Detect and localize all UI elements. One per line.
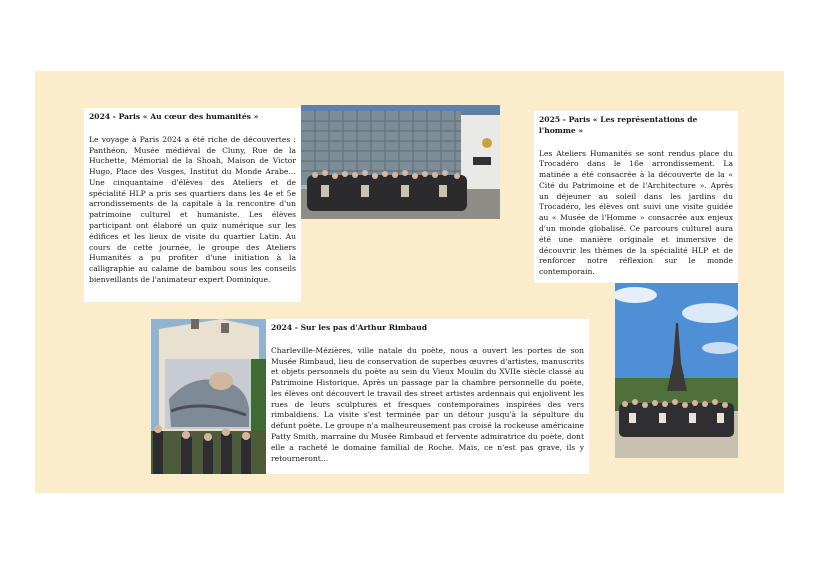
- article-body: Le voyage à Paris 2024 a été riche de découvertes : Panthéon, Musée médiéval de Cluny, Rue de la Huchette, Mémorial de la Shoah, Maison de Victor Hugo, Place des Vosges, Institut du Monde Arabe… Une cinquantaine d'élèves des Ateliers et de spécialité HLP a pris ses quartiers dans les 4e et 5e arrondissements de la capitale à la rencontre d'un patrimoine culturel et humaniste. Les élèves participant ont élaboré un quiz numérique sur les édifices et les lieux de visite du quartier Latin. Au cours de cette journée, le groupe des Ateliers Humanités a pu profiter d'une initiation à la calligraphie au calame de bambou sous les conseils bienveillants de l'animateur expert Dominique.: [89, 134, 296, 284]
- photo-rimbaud-mural: [151, 319, 266, 474]
- article-title: 2024 - Sur les pas d'Arthur Rimbaud: [271, 323, 428, 332]
- photo-eiffel-tower-group: [615, 283, 738, 458]
- article-title: 2025 - Paris « Les représentations de l'homme »: [539, 115, 698, 135]
- article-title: 2024 - Paris « Au cœur des humanités »: [89, 112, 259, 121]
- article-card-paris-2025: [534, 111, 738, 283]
- photo-institut-monde-arabe: [301, 105, 500, 219]
- article-card-paris-2024: [84, 108, 301, 302]
- article-card-rimbaud-2024: [266, 319, 589, 474]
- article-body: Les Ateliers Humanités se sont rendus place du Trocadéro dans le 16e arrondissement. La matinée a été consacrée à la découverte de la « Cité du Patrimoine et de l'Architecture ». Après un déjeuner au soleil dans les jardins du Trocadéro, les élèves ont suivi une visite guidée au « Musée de l'Homme » consacrée aux enjeux d'un monde globalisé. Ce parcours culturel aura été une manière originale et immersive de découvrir les thèmes de la spécialité HLP et de renforcer notre réflexion sur le monde contemporain.: [539, 148, 733, 277]
- article-body: Charleville-Mézières, ville natale du poète, nous a ouvert les portes de son Musée Rimbaud, lieu de conservation de superbes œuvres d'artistes, manuscrits et objets personnels du poète au sein du Vieux Moulin du XVIIe siècle classé au Patrimoine Historique. Après un passage par la chambre personnelle du poète, les élèves ont découvert le travail des street artistes ardennais qui enjolivent les rues de leurs sculptures et fresques contemporaines inspirées des vers rimbaldiens. La visite s'est terminée par un détour jusqu'à la sépulture du défunt poète. Le groupe n'a malheureusement pas croisé la rockeuse américaine Patty Smith, marraine du Musée Rimbaud et fervente admiratrice du poète, dont elle a racheté le domaine familial de Roche. Mais, ce n'est pas grave, ils y retourneront…: [271, 345, 584, 463]
